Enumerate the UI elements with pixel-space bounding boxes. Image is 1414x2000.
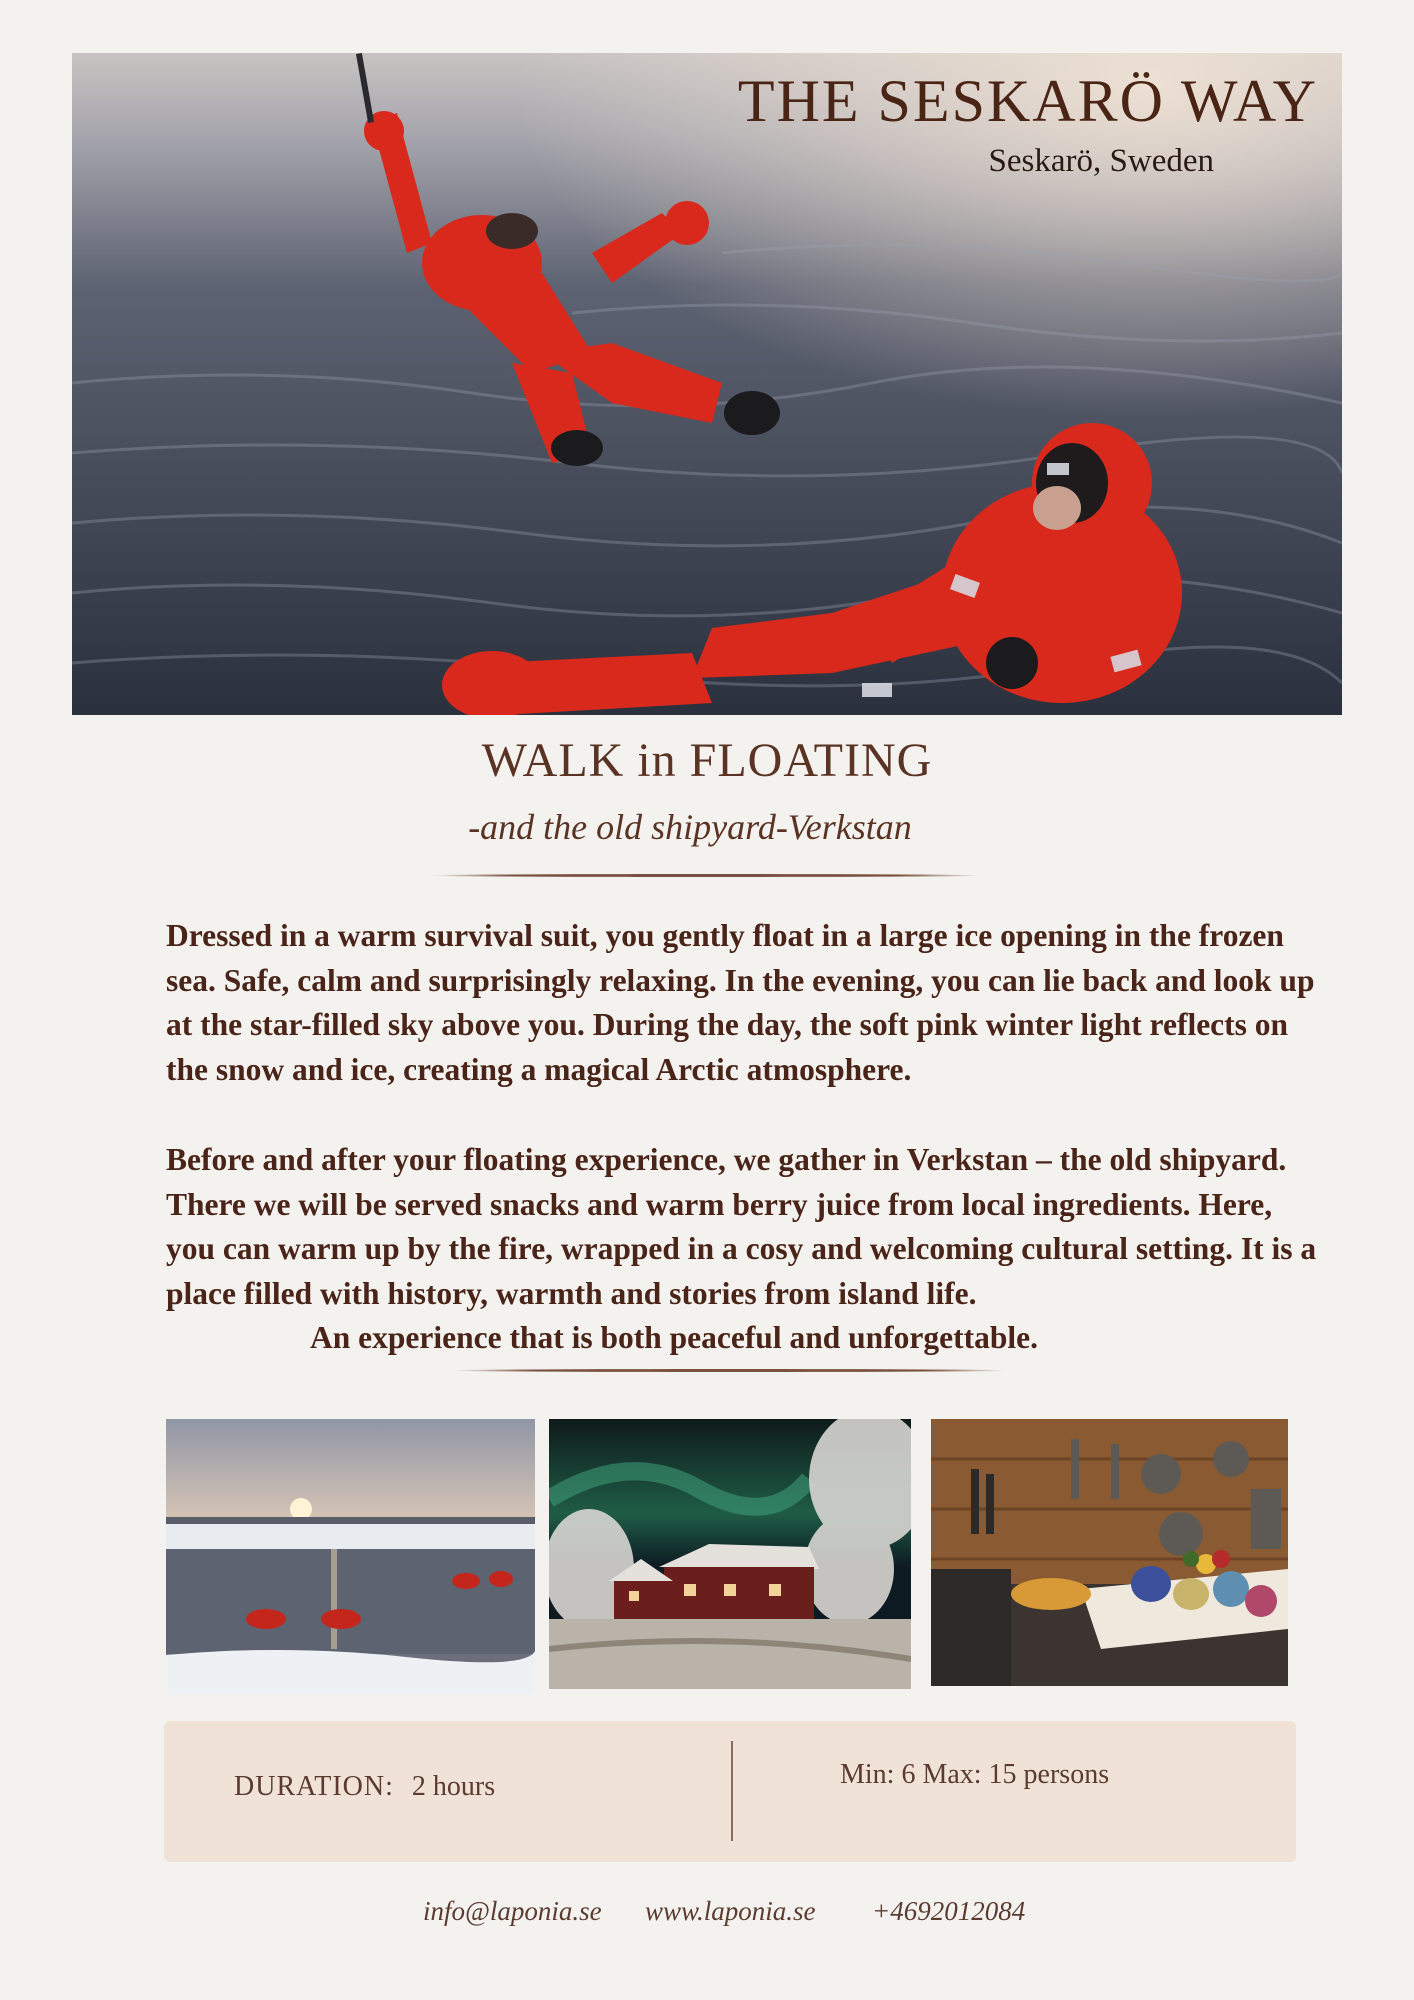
capacity-info: Min: 6 Max: 15 persons bbox=[840, 1759, 1110, 1790]
duration-info bbox=[234, 1771, 495, 1803]
divider-line bbox=[430, 874, 982, 877]
activity-subtitle: -and the old shipyard-Verkstan bbox=[468, 807, 912, 847]
website-link[interactable]: www.laponia.se bbox=[645, 1896, 816, 1926]
divider-line bbox=[452, 1369, 1008, 1372]
description-paragraph-2: Before and after your floating experience, we gather in Verkstan – the old shipyard. There we will be served snacks and warm berry juice from local ingredients. Here, you can warm up by the fire, wrapped in a cosy and welcoming cultural setting. It is a place filled with history, warmth and stories from island life. bbox=[166, 1142, 1317, 1311]
info-panel bbox=[164, 1721, 1296, 1862]
description-paragraph-1: Dressed in a warm survival suit, you gently float in a large ice opening in the frozen sea. Safe, calm and surprisingly relaxing. In the evening, you can lie back and look up at the star-filled sky above you. During the day, the soft pink winter light reflects on the snow and ice, creating a magical Arctic atmosphere. bbox=[166, 918, 1315, 1087]
page-title: THE SESKARÖ WAY bbox=[737, 68, 1318, 134]
email-link[interactable]: info@laponia.se bbox=[423, 1896, 602, 1926]
activity-title: WALK in FLOATING bbox=[481, 734, 933, 787]
closing-line: An experience that is both peaceful and unforgettable. bbox=[310, 1320, 1038, 1355]
phone-link[interactable]: +4692012084 bbox=[872, 1896, 1026, 1926]
photo-sunset-ice-floating bbox=[166, 1419, 535, 1695]
photo-verkstan-snacks-table bbox=[931, 1419, 1288, 1686]
duration-value: 2 hours bbox=[411, 1771, 496, 1802]
info-divider bbox=[731, 1741, 733, 1841]
hero-image bbox=[72, 53, 1342, 715]
photo-northern-lights-house bbox=[549, 1419, 911, 1689]
location-subtitle: Seskarö, Sweden bbox=[988, 143, 1214, 179]
duration-label: DURATION: bbox=[234, 1771, 394, 1802]
